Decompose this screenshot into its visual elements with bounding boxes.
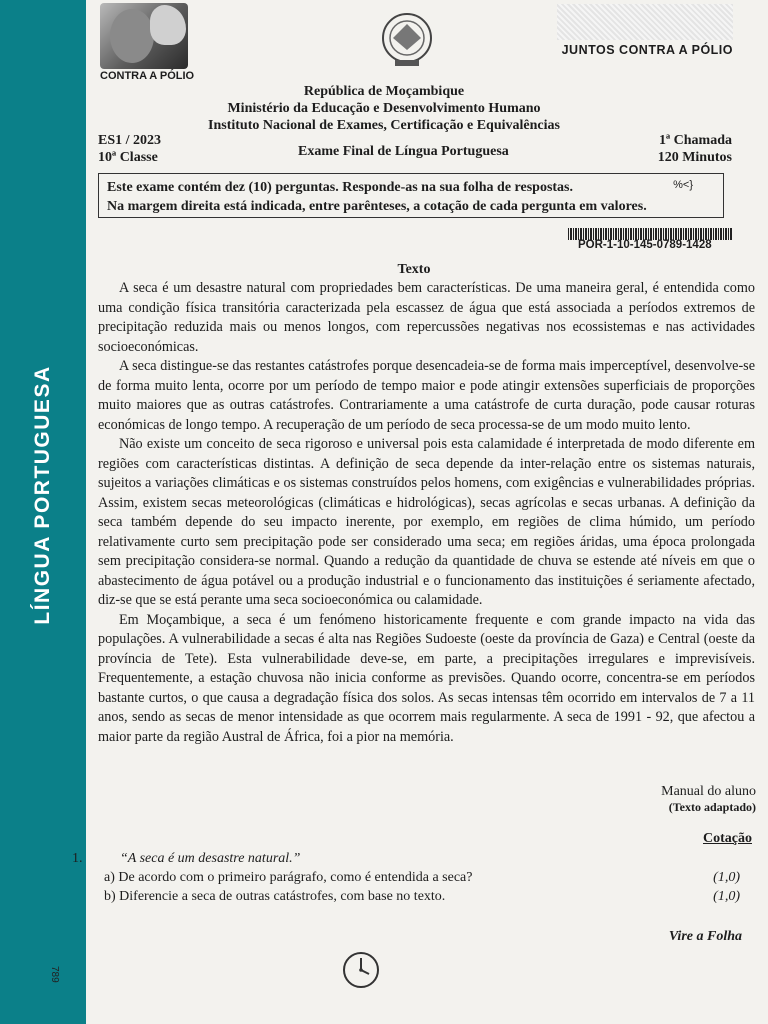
header-ministry: Ministério da Educação e Desenvolvimento Humano [227,101,541,116]
passage-paragraph-3: Não existe um conceito de seca rigoroso e universal pois esta calamidade é interpretada de modo diferente em regiões com características distintas. A definição de seca depende da inter-relação entre os sistemas naturais, sujeitos a variações climáticas e os sistemas construídos pelos homens, com exigências e vulnerabilidades próprias. Assim, existem secas meteorológicas (climáticas e hidrológicas), secas agrícolas e secas urbanas. A definição da seca também depende do seu impacto inerente, por exemplo, em regiões de clima húmido, um período relativamente curto sem precipitação pode ser considerado uma seca; em regiões áridas, uma época prolongada sem precipitação considera-se normal. Quando a redução da quantidade de chuva se estende até níveis em que o abastecimento de água potável ou a produção industrial e o funcionamento das instituições é seriamente afectado, diz-se que se está perante uma seca socioeconómica ou calamidade. [98,436,755,608]
exam-title: Exame Final de Língua Portuguesa [298,144,509,159]
question-1b: b) Diferencie a seca de outras catástrofes, com base no texto. [104,889,446,904]
subject-vertical-title: LÍNGUA PORTUGUESA [31,365,54,625]
question-1a: a) De acordo com o primeiro parágrafo, como é entendida a seca? [104,870,473,885]
polio-campaign-photo [100,3,188,69]
polio-label-right: JUNTOS CONTRA A PÓLIO [561,43,733,57]
instruction-line-1: Este exame contém dez (10) perguntas. Responde-as na sua folha de respostas. [107,180,574,195]
passage-paragraph-4: Em Moçambique, a seca é um fenómeno historicamente frequente e com grande impacto na vida das populações. A vulnerabilidade a secas é alta nas Regiões Sudoeste (oeste da província de Gaza) e Central (oeste da província de Tete). Esta vulnerabilidade deve-se, em parte, a precipitações irregulares e imprevisíveis. Frequentemente, a estação chuvosa não inicia conforme as previsões. Quando ocorre, concentra-se em períodos bastante curtos, o que causa a degradação física dos solos. As secas intensas têm ocorrido em intervalos de 7 a 11 anos, sendo as secas de menor intensidade as que ocorrem mais regularmente. A seca de 1991 - 92, que afectou a maior parte da região Austral de África, foi a pior na memória. [98,611,755,745]
instruction-box [98,173,724,218]
text-title: Texto [397,262,431,277]
text-source [661,784,756,815]
polio-label-left: CONTRA A PÓLIO [100,70,195,82]
exam-grade: 10ª Classe [98,150,158,165]
turn-page-label: Vire a Folha [668,929,742,944]
security-pattern [557,4,733,40]
question-1b-score: (1,0) [713,889,740,904]
handwritten-mark: %<} [673,179,693,191]
passage-paragraph-2: A seca distingue-se das restantes catástrofes porque desencadeia-se de forma mais imperceptível, desenvolve-se de forma muito lenta, ocorre por um período de tempo maior e pode atingir extensões superficiais de proporções muito maiores que as outras catástrofes. Contrariamente a uma catástrofe de curta duração, pode causar roturas económicas de longo tempo. A recuperação de um período de seca processa-se de um modo muito lento. [98,358,755,433]
page-code: 789 [49,966,60,983]
exam-call: 1ª Chamada [658,133,732,148]
passage-paragraph-1: A seca é um desastre natural com propriedades bem características. De uma maneira geral, é entendida como uma condição física transitória caracterizada pela escassez de água que está associada a períodos extremos de precipitação reduzida mais ou menos longos, com repercussões negativas nos ecossistemas e nas actividades socioeconómicas. [98,280,755,355]
question-1-number: 1. [72,851,83,866]
barcode-text: POR-1-10-145-0789-1428 [578,239,712,251]
source-note: (Texto adaptado) [668,800,756,814]
question-1a-score: (1,0) [713,870,740,885]
question-1-quote: “A seca é um desastre natural.” [120,851,301,866]
header-institute: Instituto Nacional de Exames, Certificação e Equivalências [208,118,560,133]
national-emblem-icon [379,10,435,70]
instruction-line-2: Na margem direita está indicada, entre parênteses, a cotação de cada pergunta em valores. [107,199,647,214]
side-band [0,0,86,1024]
header-country: República de Moçambique [303,84,465,99]
clock-icon [341,950,381,990]
cotacao-heading: Cotação [703,831,752,846]
source-title: Manual do aluno [661,784,756,799]
exam-duration: 120 Minutos [657,150,732,165]
reading-passage [98,279,755,747]
exam-code: ES1 / 2023 [98,133,162,148]
